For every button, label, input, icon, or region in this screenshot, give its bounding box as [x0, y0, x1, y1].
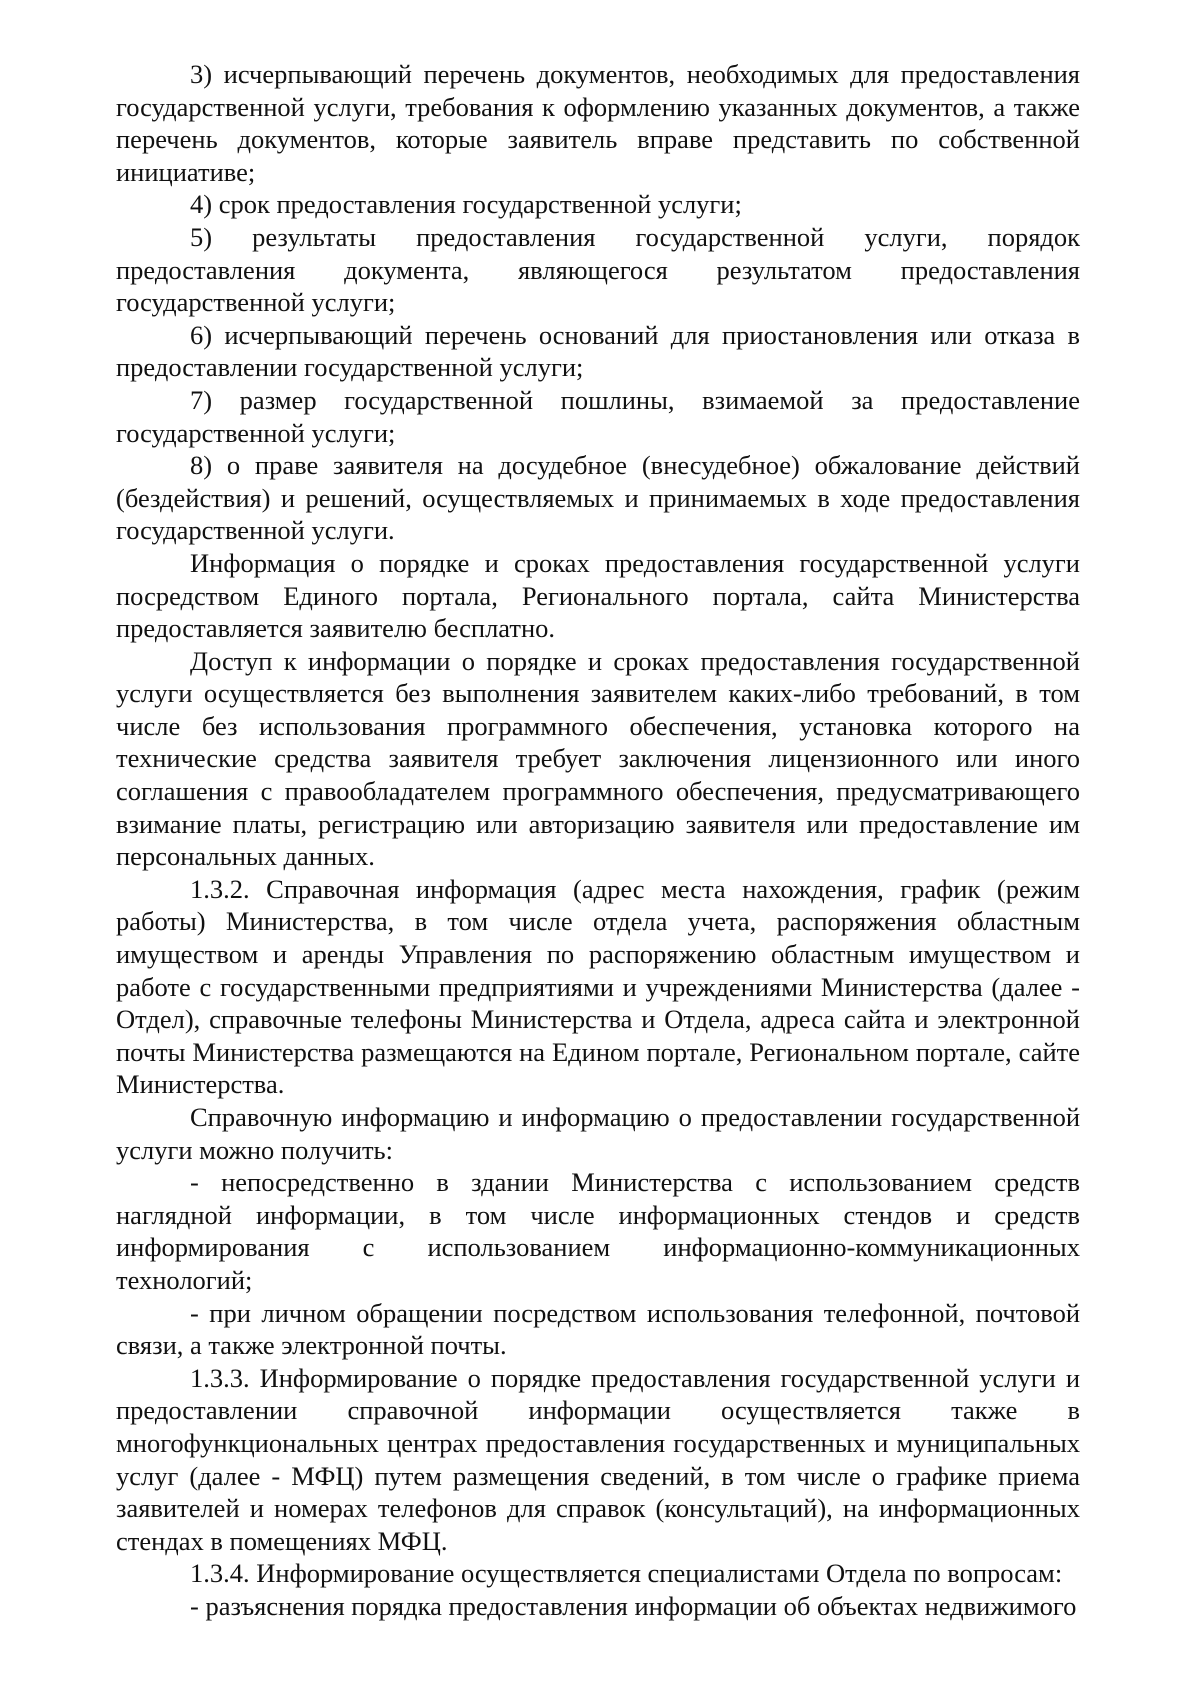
list-item-8: 8) о праве заявителя на досудебное (внесудебное) обжалование действий (бездействия) и решений, осуществляемых и принимаемых в ходе предоставления государственной услуги.: [116, 450, 1080, 546]
list-item-5: 5) результаты предоставления государственной услуги, порядок предоставления документа, являющегося результатом предоставления государственной услуги;: [116, 221, 1080, 318]
paragraph-how-to-obtain: Справочную информацию и информацию о предоставлении государственной услуги можно получить:: [116, 1102, 1080, 1165]
section-1-3-2: 1.3.2. Справочная информация (адрес места нахождения, график (режим работы) Министерства, в том числе отдела учета, распоряжения областным имуществом и аренды Управления по распоряжению областным имуществом и работе с государственными предприятиями и учреждениями Министерства (далее - Отдел), справочные телефоны Министерства и Отдела, адреса сайта и электронной почты Министерства размещаются на Едином портале, Региональном портале, сайте Министерства.: [116, 873, 1080, 1100]
paragraph-access-to-information: Доступ к информации о порядке и сроках предоставления государственной услуги осуществляется без выполнения заявителем каких-либо требований, в том числе без использования программного обеспечения, установка которого на технические средства заявителя требует заключения лицензионного или иного соглашения с правообладателем программного обеспечения, предусматривающего взимание платы, регистрацию или авторизацию заявителя или предоставление им персональных данных.: [116, 645, 1080, 872]
list-item-7: 7) размер государственной пошлины, взимаемой за предоставление государственной услуги;: [116, 384, 1080, 448]
section-1-3-4: 1.3.4. Информирование осуществляется специалистами Отдела по вопросам:: [190, 1558, 1063, 1589]
document-body: [116, 58, 1080, 1623]
list-item-4: 4) срок предоставления государственной услуги;: [190, 189, 742, 220]
section-1-3-3: 1.3.3. Информирование о порядке предоставления государственной услуги и предоставлении справочной информации осуществляется также в многофункциональных центрах предоставления государственных и муниципальных услуг (далее - МФЦ) путем размещения сведений, в том числе о графике приема заявителей и номерах телефонов для справок (консультаций), на информационных стендах в помещениях МФЦ.: [116, 1362, 1080, 1556]
dash-item-ministry-building: - непосредственно в здании Министерства с использованием средств наглядной информации, в том числе информационных стендов и средств информирования с использованием информационно-коммуникационных технологий;: [116, 1167, 1080, 1295]
list-item-3: 3) исчерпывающий перечень документов, необходимых для предоставления государственной услуги, требования к оформлению указанных документов, а также перечень документов, которые заявитель вправе представить по собственной инициативе;: [116, 59, 1080, 187]
paragraph-free-information: Информация о порядке и сроках предоставления государственной услуги посредством Единого портала, Регионального портала, сайта Министерства предоставляется заявителю бесплатно.: [116, 547, 1080, 644]
dash-item-explanation: - разъяснения порядка предоставления информации об объектах недвижимого: [190, 1590, 1077, 1621]
dash-item-personal-request: - при личном обращении посредством использования телефонной, почтовой связи, а также электронной почты.: [116, 1297, 1080, 1361]
list-item-6: 6) исчерпывающий перечень оснований для приостановления или отказа в предоставлении государственной услуги;: [116, 319, 1080, 383]
